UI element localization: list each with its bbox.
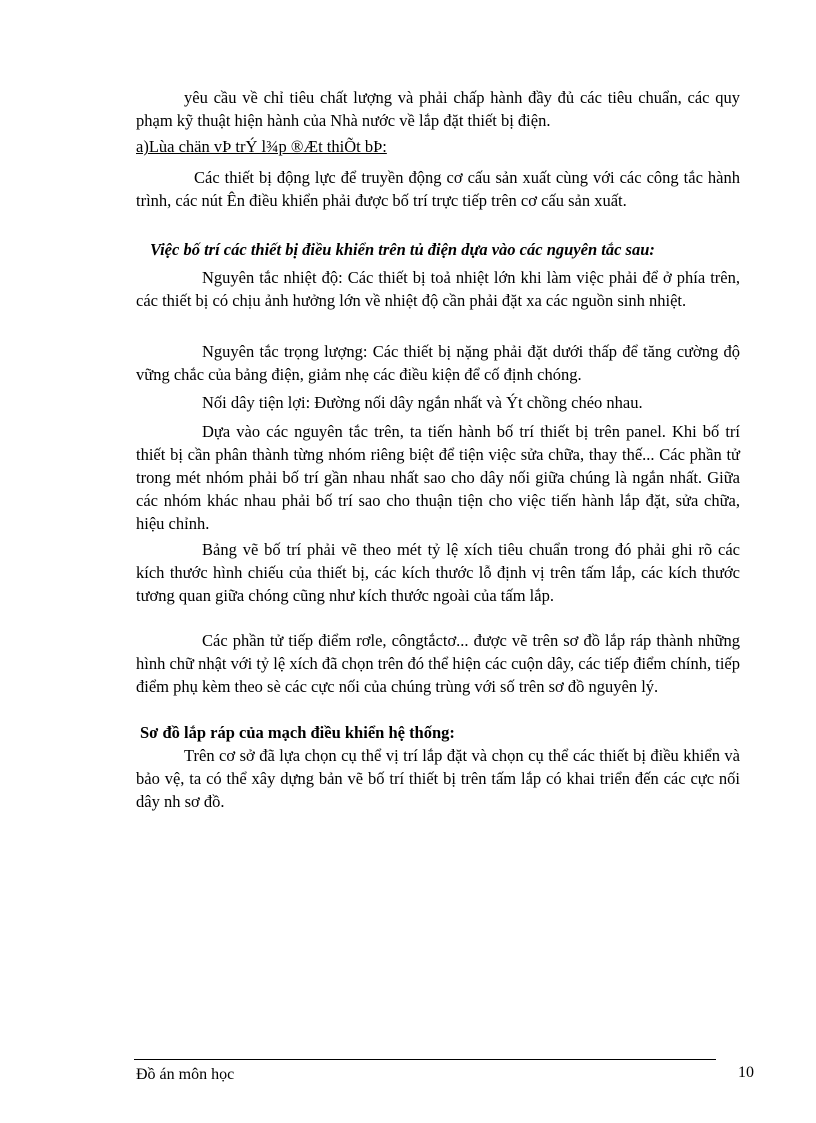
heading-a: a)Lùa chän vÞ trÝ l¾p ®Æt thiÕt bÞ: [136, 137, 387, 156]
paragraph-panel: Dựa vào các nguyên tắc trên, ta tiến hành bố trí thiết bị trên panel. Khi bố trí thiết bị cần phân thành từng nhóm riêng biệt để tiện việc sửa chữa, thay thế... Các phần tử trong mét nhóm phải bố trí gần nhau nhất sao cho dây nối giữa chúng là ngắn nhất. Giữa các nhóm khác nhau phải bố trí sao cho thuận tiện cho việc tiến hành lắp đặt, sửa chữa, hiệu chỉnh. [136, 422, 740, 533]
paragraph-wiring: Nối dây tiện lợi: Đường nối dây ngắn nhất và Ýt chồng chéo nhau. [202, 393, 643, 412]
paragraph-temperature: Nguyên tắc nhiệt độ: Các thiết bị toả nhiệt lớn khi làm việc phải để ở phía trên, các thiết bị có chịu ảnh hưởng lớn về nhiệt độ cần phải đặt xa các nguồn sinh nhiệt. [136, 268, 740, 310]
paragraph-intro: yêu cầu về chỉ tiêu chất lượng và phải chấp hành đầy đủ các tiêu chuẩn, các quy phạm kỹ thuật hiện hành của Nhà nước về lắp đặt thiết bị điện. [136, 88, 740, 130]
paragraph-assembly: Trên cơ sở đã lựa chọn cụ thể vị trí lắp đặt và chọn cụ thể các thiết bị điều khiển và bảo vệ, ta có thể xây dựng bản vẽ bố trí thiết bị trên tấm lắp có khai triển đến các cực nối dây nh sơ đồ. [136, 746, 740, 811]
heading-principles: Việc bố trí các thiết bị điều khiển trên tủ điện dựa vào các nguyên tắc sau: [150, 240, 655, 259]
paragraph-weight: Nguyên tắc trọng lượng: Các thiết bị nặng phải đặt dưới thấp để tăng cường độ vững chắc của bảng điện, giảm nhẹ các điều kiện để cố định chóng. [136, 342, 740, 384]
heading-assembly-diagram: Sơ đồ lắp ráp của mạch điều khiển hệ thống: [140, 723, 455, 742]
page-number: 10 [738, 1064, 754, 1081]
paragraph-drawing: Bảng vẽ bố trí phải vẽ theo mét tỷ lệ xích tiêu chuẩn trong đó phải ghi rõ các kích thước hình chiếu của thiết bị, các kích thước lỗ định vị trên tấm lắp, các kích thước tương quan giữa chóng cũng như kích thước ngoài của tấm lắp. [136, 540, 740, 605]
footer-divider [134, 1059, 716, 1060]
paragraph-devices: Các thiết bị động lực để truyền động cơ cấu sản xuất cùng với các công tắc hành trình, các nút Ên điều khiển phải được bố trí trực tiếp trên cơ cấu sản xuất. [136, 168, 740, 210]
paragraph-contacts: Các phần tử tiếp điểm rơle, côngtắctơ... được vẽ trên sơ đồ lắp ráp thành những hình chữ nhật với tỷ lệ xích đã chọn trên đó thể hiện các cuộn dây, các tiếp điểm chính, tiếp điểm phụ kèm theo sè các cực nối của chúng trùng với số trên sơ đồ nguyên lý. [136, 631, 740, 696]
footer-title: Đồ án môn học [136, 1066, 235, 1083]
